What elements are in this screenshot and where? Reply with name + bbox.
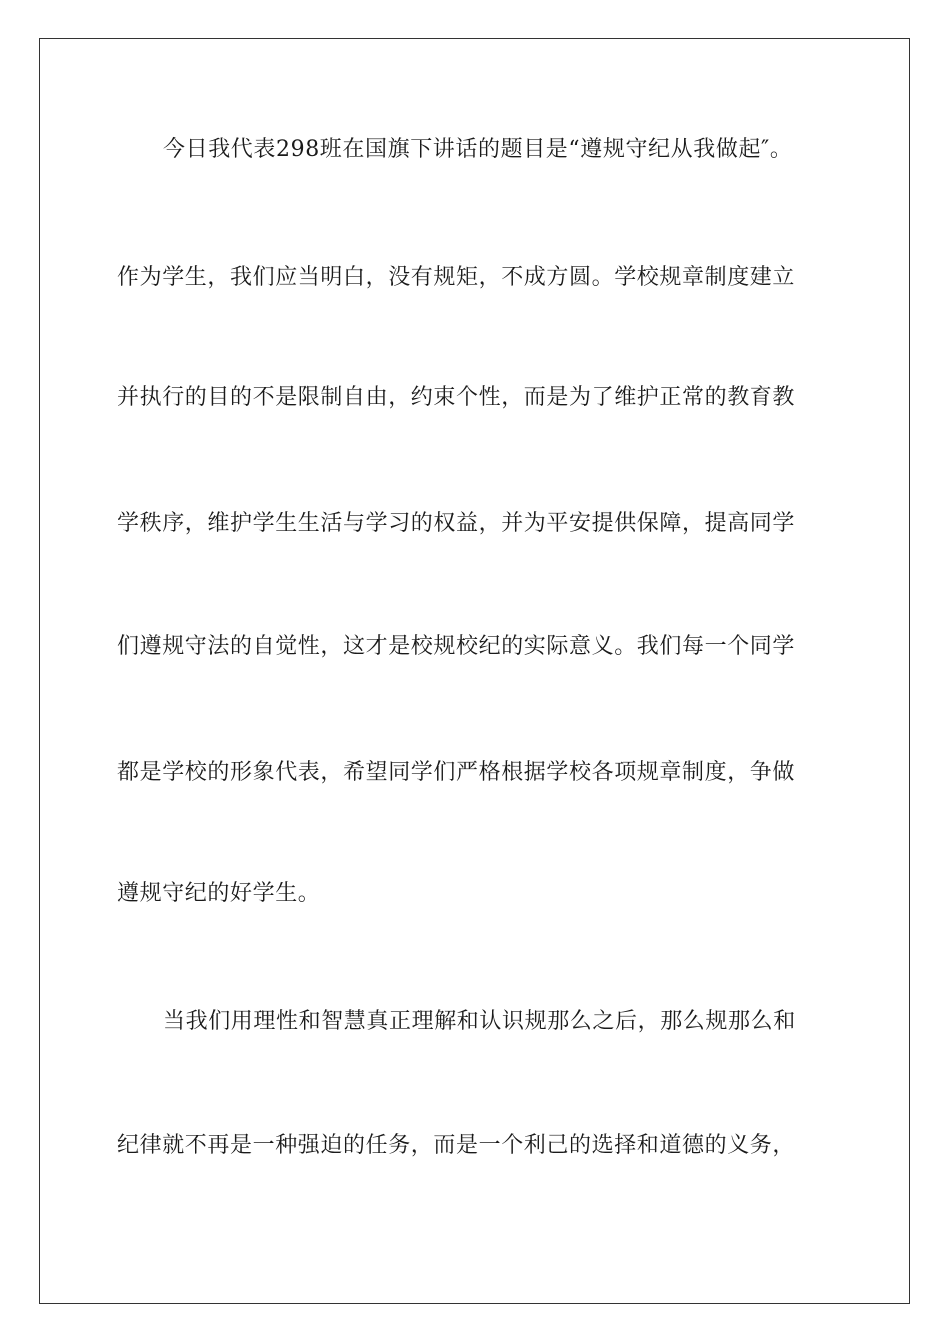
paragraph-1-line-6: 都是学校的形象代表，希望同学们严格根据学校各项规章制度，争做: [117, 760, 796, 785]
paragraph-2-line-2: 纪律就不再是一种强迫的任务，而是一个利己的选择和道德的义务，: [117, 1133, 796, 1158]
page-border: [39, 38, 910, 1304]
paragraph-1-line-4: 学秩序，维护学生生活与学习的权益，并为平安提供保障，提高同学: [117, 511, 796, 536]
paragraph-1-line-5: 们遵规守法的自觉性，这才是校规校纪的实际意义。我们每一个同学: [117, 634, 796, 659]
paragraph-2-line-1: 当我们用理性和智慧真正理解和认识规那么之后，那么规那么和: [163, 1009, 796, 1034]
paragraph-1-line-7: 遵规守纪的好学生。: [117, 881, 321, 906]
paragraph-1-line-2: 作为学生，我们应当明白，没有规矩，不成方圆。学校规章制度建立: [117, 265, 796, 290]
paragraph-1-line-3: 并执行的目的不是限制自由，约束个性，而是为了维护正常的教育教: [117, 385, 796, 410]
paragraph-1-line-1: 今日我代表298班在国旗下讲话的题目是“遵规守纪从我做起″。: [163, 137, 793, 162]
